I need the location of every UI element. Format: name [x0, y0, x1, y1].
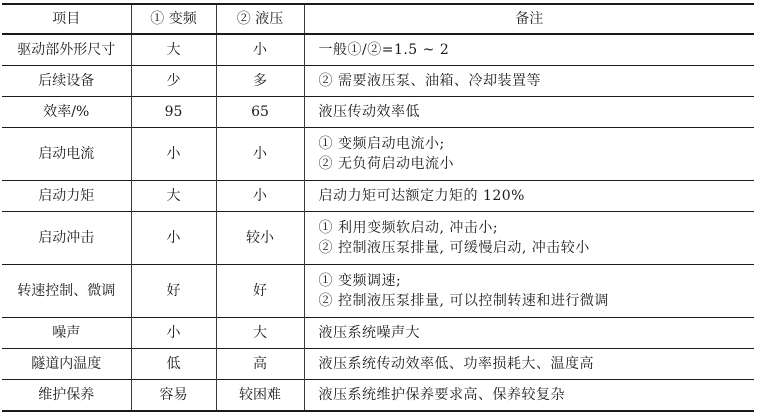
cell-vfd: 小	[131, 128, 216, 181]
table-header	[2, 4, 754, 34]
note-line: ② 控制液压泵排量, 可缓慢启动, 冲击较小	[318, 240, 590, 256]
table-row	[2, 181, 754, 212]
header-notes: 备注	[304, 4, 754, 34]
cell-vfd: 95	[131, 97, 216, 128]
cell-item: 驱动部外形尺寸	[2, 34, 131, 66]
cell-vfd: 小	[131, 212, 216, 265]
cell-vfd: 大	[131, 34, 216, 66]
note-line: ② 需要液压泵、油箱、冷却装置等	[318, 73, 541, 89]
cell-notes	[304, 128, 754, 181]
cell-vfd: 低	[131, 349, 216, 380]
table-row	[2, 318, 754, 349]
cell-hydraulic: 65	[216, 97, 304, 128]
note-line: ① 变频调速;	[318, 273, 402, 289]
table-row	[2, 212, 754, 265]
cell-item: 隧道内温度	[2, 349, 131, 380]
table-row	[2, 349, 754, 380]
cell-hydraulic: 大	[216, 318, 304, 349]
cell-item: 启动力矩	[2, 181, 131, 212]
cell-notes	[304, 318, 754, 349]
cell-hydraulic: 高	[216, 349, 304, 380]
cell-item: 启动冲击	[2, 212, 131, 265]
comparison-table-container	[2, 3, 754, 412]
note-line: ① 利用变频软启动, 冲击小;	[318, 220, 499, 236]
note-line: 液压系统传动效率低、功率损耗大、温度高	[318, 356, 594, 372]
note-line: 液压系统噪声大	[318, 325, 420, 341]
note-line: 启动力矩可达额定力矩的 120%	[318, 188, 525, 204]
cell-vfd: 大	[131, 181, 216, 212]
cell-notes	[304, 97, 754, 128]
cell-vfd: 小	[131, 318, 216, 349]
cell-item: 转速控制、微调	[2, 265, 131, 318]
cell-notes	[304, 349, 754, 380]
note-line: ② 无负荷启动电流小	[318, 156, 454, 172]
cell-item: 效率/%	[2, 97, 131, 128]
cell-notes	[304, 212, 754, 265]
note-line: ② 控制液压泵排量, 可以控制转速和进行微调	[318, 293, 609, 309]
cell-notes	[304, 66, 754, 97]
cell-item: 后续设备	[2, 66, 131, 97]
note-line: 一般①/②=1.5 ~ 2	[318, 42, 450, 58]
cell-notes	[304, 34, 754, 66]
cell-hydraulic: 好	[216, 265, 304, 318]
cell-hydraulic: 多	[216, 66, 304, 97]
comparison-table	[2, 3, 754, 412]
table-row	[2, 34, 754, 66]
cell-hydraulic: 小	[216, 128, 304, 181]
table-row	[2, 66, 754, 97]
table-row	[2, 128, 754, 181]
cell-item: 维护保养	[2, 380, 131, 412]
cell-item: 启动电流	[2, 128, 131, 181]
cell-hydraulic: 小	[216, 34, 304, 66]
note-line: 液压传动效率低	[318, 104, 420, 120]
cell-hydraulic: 较困难	[216, 380, 304, 412]
cell-vfd: 好	[131, 265, 216, 318]
header-row	[2, 4, 754, 34]
note-line: ① 变频启动电流小;	[318, 136, 445, 152]
table-row	[2, 380, 754, 412]
header-item: 项目	[2, 4, 131, 34]
cell-notes	[304, 380, 754, 412]
cell-vfd: 容易	[131, 380, 216, 412]
cell-hydraulic: 小	[216, 181, 304, 212]
cell-item: 噪声	[2, 318, 131, 349]
cell-hydraulic: 较小	[216, 212, 304, 265]
cell-notes	[304, 265, 754, 318]
table-body	[2, 34, 754, 411]
cell-notes	[304, 181, 754, 212]
note-line: 液压系统维护保养要求高、保养较复杂	[318, 387, 565, 403]
header-hydraulic: ② 液压	[216, 4, 304, 34]
header-vfd: ① 变频	[131, 4, 216, 34]
cell-vfd: 少	[131, 66, 216, 97]
table-row	[2, 265, 754, 318]
table-row	[2, 97, 754, 128]
